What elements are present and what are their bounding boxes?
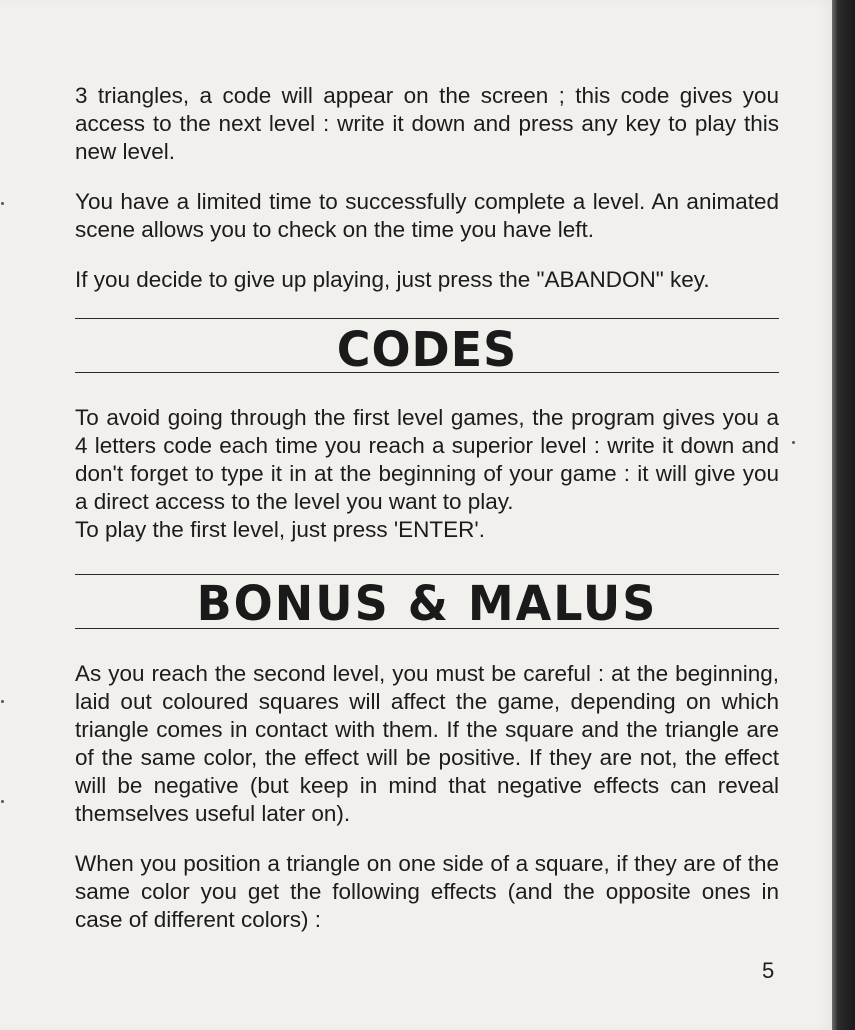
page-number: 5	[762, 958, 775, 983]
codes-bottom-rule	[75, 372, 779, 373]
page-edge-shadow	[832, 0, 855, 1030]
bonus-malus-heading: BONUS & MALUS	[196, 574, 658, 632]
margin-speck	[1, 800, 4, 803]
bonus-bottom-rule	[75, 628, 779, 629]
margin-speck	[1, 202, 4, 205]
codes-enter-paragraph: To play the first level, just press 'ENTER'.	[75, 517, 485, 542]
codes-paragraph: To avoid going through the first level games, the program gives you a 4 letters code each time you reach a superior level : write it down and don't forget to type it in at the beginning of your game : it will give you a direct access to the level you want to play.	[75, 405, 779, 514]
intro-paragraph-code: 3 triangles, a code will appear on the screen ; this code gives you access to the next level : write it down and press any key to play this new level.	[75, 83, 779, 164]
margin-speck	[792, 441, 795, 444]
intro-paragraph-abandon: If you decide to give up playing, just press the "ABANDON" key.	[75, 267, 710, 292]
margin-speck	[1, 700, 4, 703]
bonus-paragraph: As you reach the second level, you must be careful : at the beginning, laid out coloured squares will affect the game, depending on which triangle comes in contact with them. If the square and the triangle are of the same color, the effect will be positive. If they are not, the effect will be negative (but keep in mind that negative effects can reveal themselves useful later on).	[75, 661, 779, 826]
codes-top-rule	[75, 318, 779, 319]
codes-heading: CODES	[336, 320, 518, 378]
intro-paragraph-time-limit: You have a limited time to successfully complete a level. An animated scene allows you to check on the time you have left.	[75, 189, 779, 242]
bonus-effects-paragraph: When you position a triangle on one side of a square, if they are of the same color you get the following effects (and the opposite ones in case of different colors) :	[75, 851, 779, 932]
